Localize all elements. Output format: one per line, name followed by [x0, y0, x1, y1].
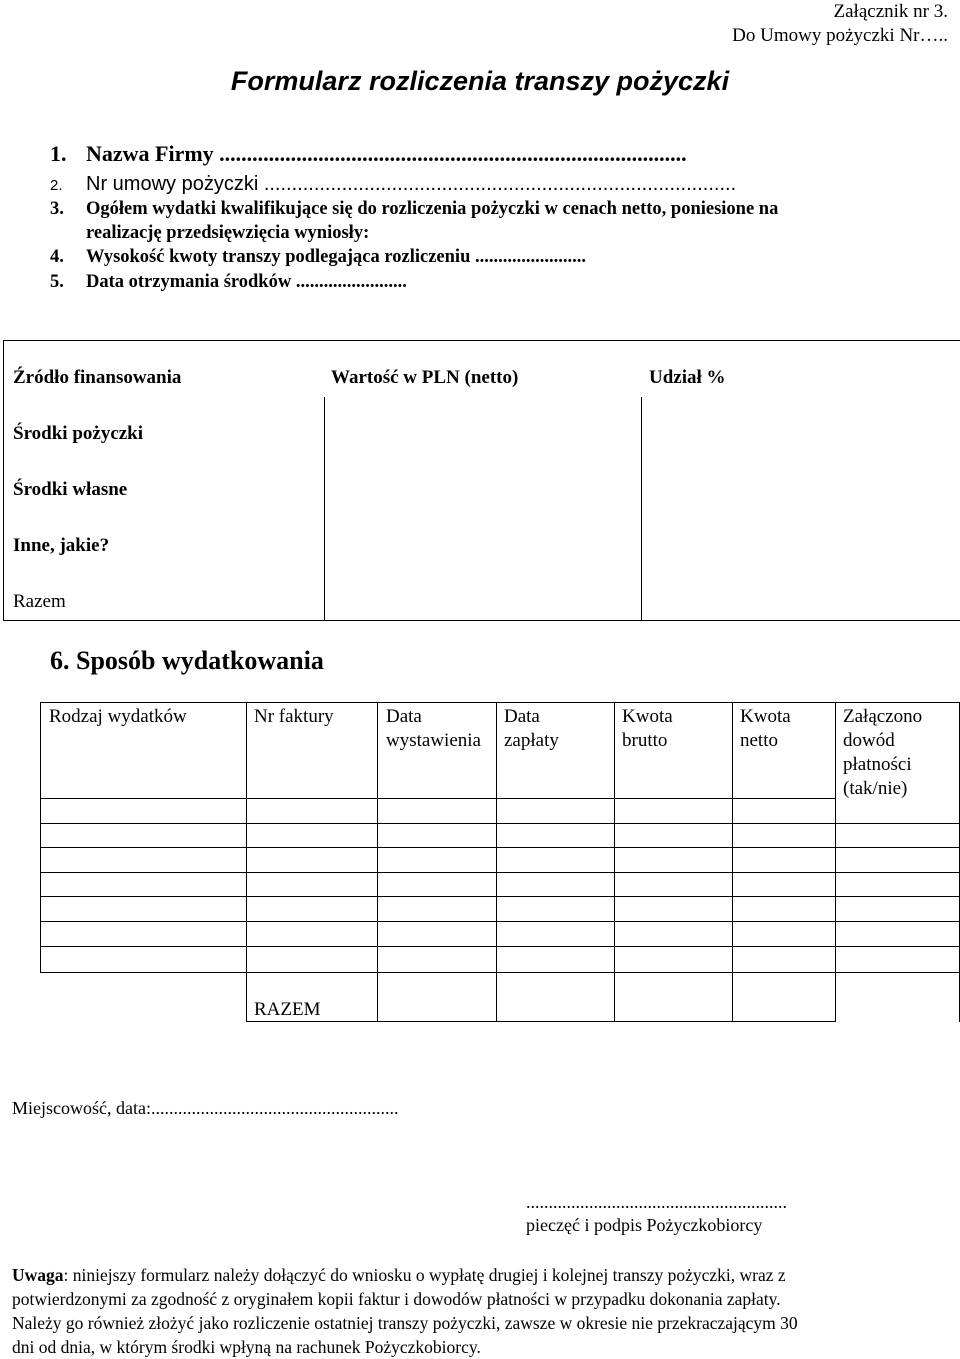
col-payment-proof: Załączono dowód płatności (tak/nie)	[843, 706, 923, 799]
funding-row-other: Inne, jakie?	[13, 535, 110, 556]
expenditure-table	[40, 702, 960, 1022]
funding-row-own: Środki własne	[13, 479, 128, 500]
col-invoice-number: Nr faktury	[254, 706, 334, 727]
expenditure-total-label: RAZEM	[254, 999, 321, 1020]
funding-row-total: Razem	[13, 591, 66, 612]
col-expense-type: Rodzaj wydatków	[49, 706, 187, 727]
place-date: Miejscowość, data:.......................................................	[12, 1098, 399, 1118]
col-gross-amount: Kwota brutto	[622, 706, 673, 751]
col-payment-date: Data zapłaty	[504, 706, 559, 751]
list-item-company: 1. Nazwa Firmy .....................................................................................	[50, 141, 687, 166]
list-item-receipt-date: 5. Data otrzymania środków ........................	[50, 272, 407, 292]
funding-row-loan: Środki pożyczki	[13, 423, 144, 444]
funding-header-share: Udział %	[649, 367, 726, 388]
page-title: Formularz rozliczenia transzy pożyczki	[230, 66, 730, 96]
col-net-amount: Kwota netto	[740, 706, 791, 751]
funding-header-value: Wartość w PLN (netto)	[331, 367, 519, 388]
list-item-loan-number: 2. Nr umowy pożyczki .....................................................................................	[50, 173, 737, 195]
signature-dots: ..........................................................	[526, 1192, 787, 1212]
funding-header-source: Źródło finansowania	[13, 367, 182, 388]
col-issue-date: Data wystawienia	[386, 706, 481, 751]
list-item-expenses: 3. Ogółem wydatki kwalifikujące się do rozliczenia pożyczki w cenach netto, poniesione na	[50, 199, 779, 219]
list-item-tranche-amount: 4. Wysokość kwoty transzy podlegająca rozliczeniu ........................	[50, 247, 586, 267]
contract-label: Do Umowy pożyczki Nr…..	[732, 25, 948, 46]
note: Uwaga: niniejszy formularz należy dołączyć do wniosku o wypłatę drugiej i kolejnej transzy pożyczki, wraz z potwierdzonymi za zgodność z oryginałem kopii faktur i dowodów płatności w przypadku dokonania zapłaty. Należy go również złożyć jako rozliczenie ostatniej transzy pożyczki, zawsze w okresie nie przekraczającym 30 dni od dnia, w którym środki wpłyną na rachunek Pożyczkobiorcy.	[12, 1265, 798, 1357]
note-label: Uwaga	[12, 1265, 64, 1285]
list-item-expenses-cont: realizację przedsięwzięcia wyniosły:	[86, 223, 370, 243]
attachment-label: Załącznik nr 3.	[833, 1, 948, 22]
funding-table	[3, 340, 960, 621]
signature-label: pieczęć i podpis Pożyczkobiorcy	[526, 1215, 763, 1235]
section6-title: 6. Sposób wydatkowania	[50, 646, 324, 675]
